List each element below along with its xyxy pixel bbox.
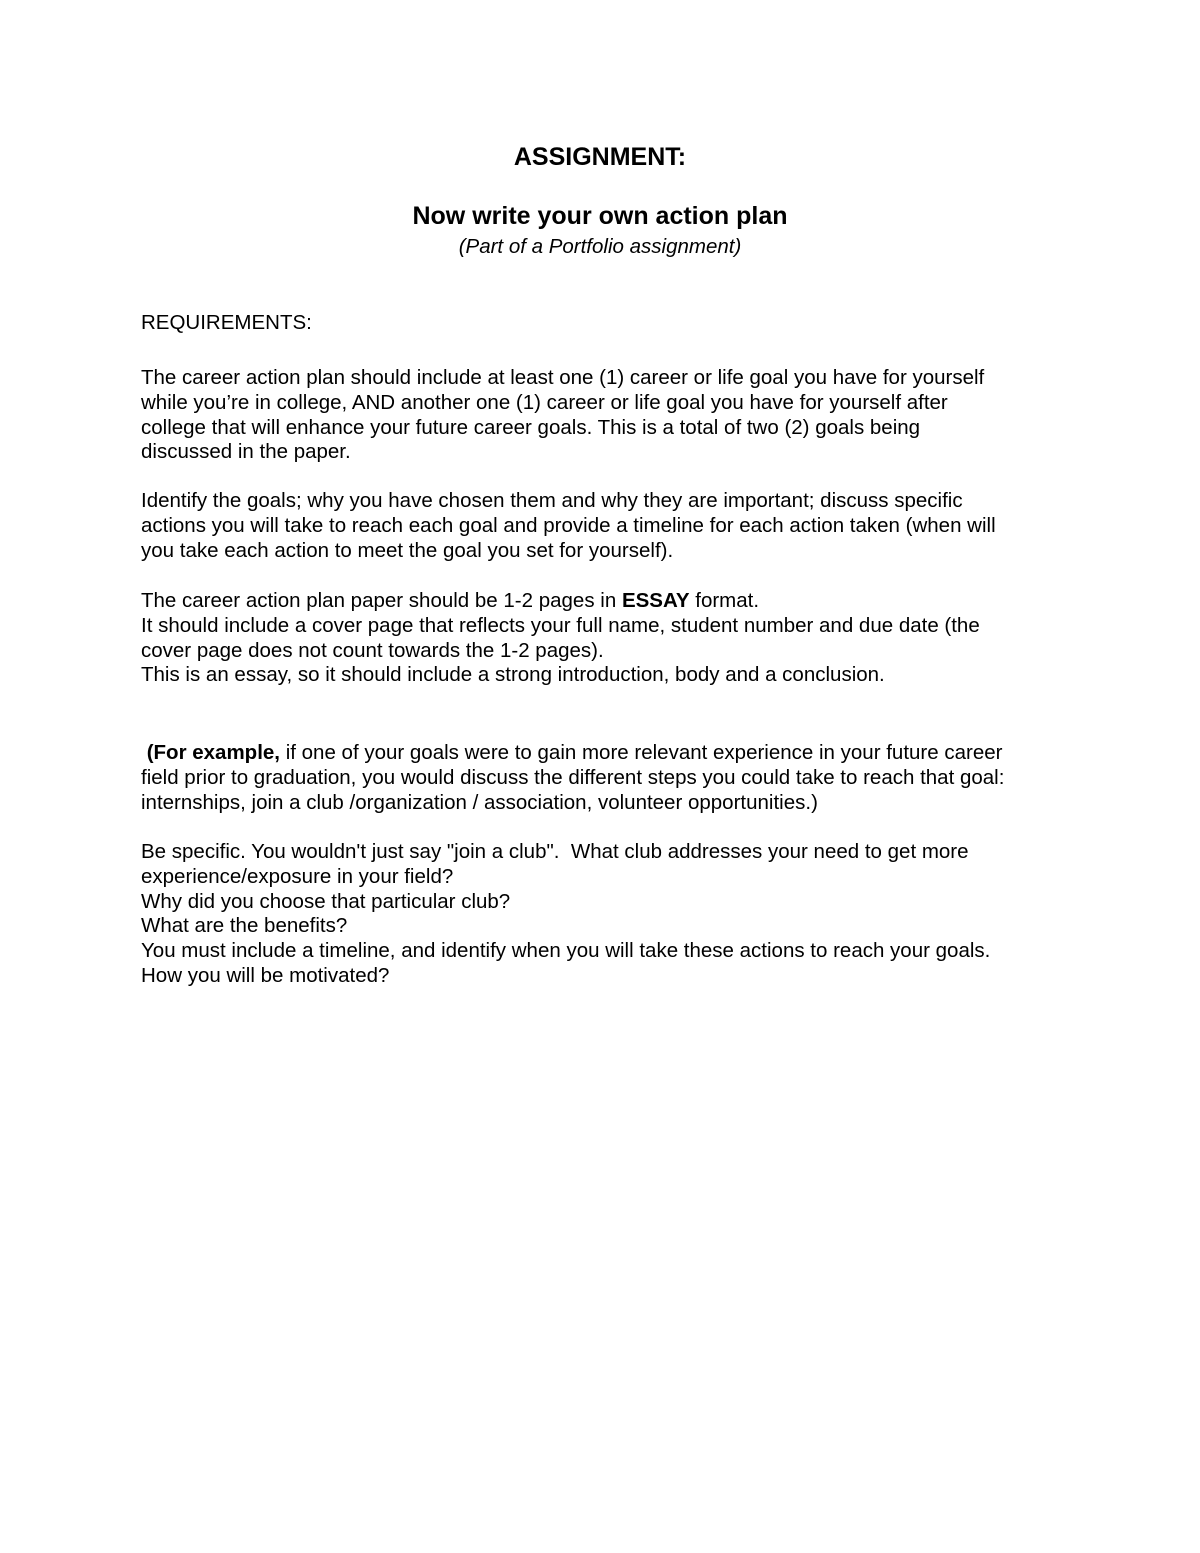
paragraph-line: internships, join a club /organization / association, volunteer opportunities.) bbox=[141, 790, 818, 814]
paragraph-line: Identify the goals; why you have chosen them and why they are important; discuss specific bbox=[141, 489, 963, 512]
format-text-post: format. bbox=[689, 589, 760, 612]
assignment-heading: ASSIGNMENT: bbox=[513, 143, 687, 171]
paragraph-line: It should include a cover page that reflects your full name, student number and due date (the bbox=[141, 613, 980, 637]
paragraph-format bbox=[141, 589, 1071, 688]
essay-emphasis: ESSAY bbox=[621, 589, 690, 612]
paragraph-line: you take each action to meet the goal you set for yourself). bbox=[141, 538, 674, 562]
paragraph-example bbox=[141, 741, 1071, 815]
paragraph-identify bbox=[141, 489, 1071, 563]
paragraph-line: experience/exposure in your field? bbox=[141, 864, 454, 888]
paragraph-line: while you’re in college, AND another one (1) career or life goal you have for yourself after bbox=[141, 390, 948, 414]
paragraph-line: This is an essay, so it should include a strong introduction, body and a conclusion. bbox=[141, 663, 885, 687]
paragraph-line bbox=[141, 589, 1071, 614]
paragraph-line: cover page does not count towards the 1-2 pages). bbox=[141, 638, 604, 662]
paragraph-line: The career action plan should include at least one (1) career or life goal you have for yourself bbox=[141, 366, 985, 389]
paragraph-goals bbox=[141, 366, 1071, 465]
example-emphasis: (For example, bbox=[141, 741, 280, 764]
example-text: if one of your goals were to gain more relevant experience in your future career bbox=[280, 741, 1003, 764]
document-title: Now write your own action plan bbox=[412, 202, 788, 230]
paragraph-line: college that will enhance your future career goals. This is a total of two (2) goals being bbox=[141, 415, 921, 439]
requirements-label-block bbox=[141, 311, 1071, 336]
paragraph-line bbox=[141, 741, 1071, 766]
paragraph-line: actions you will take to reach each goal and provide a timeline for each action taken (when will bbox=[141, 513, 996, 537]
requirements-label: REQUIREMENTS: bbox=[141, 311, 312, 334]
paragraph-line: field prior to graduation, you would discuss the different steps you could take to reach that goal: bbox=[141, 765, 1005, 789]
format-text-pre: The career action plan paper should be 1-2 pages in bbox=[141, 589, 622, 612]
paragraph-specific bbox=[141, 840, 1071, 989]
paragraph-line: Why did you choose that particular club? bbox=[141, 889, 511, 913]
paragraph-line: discussed in the paper. bbox=[141, 440, 351, 464]
paragraph-line: You must include a timeline, and identify when you will take these actions to reach your goals. bbox=[141, 939, 991, 963]
paragraph-line: How you will be motivated? bbox=[141, 963, 390, 987]
paragraph-line: Be specific. You wouldn't just say "join a club". What club addresses your need to get more bbox=[141, 840, 969, 863]
paragraph-line: What are the benefits? bbox=[141, 914, 348, 938]
document-subtitle: (Part of a Portfolio assignment) bbox=[458, 235, 742, 258]
